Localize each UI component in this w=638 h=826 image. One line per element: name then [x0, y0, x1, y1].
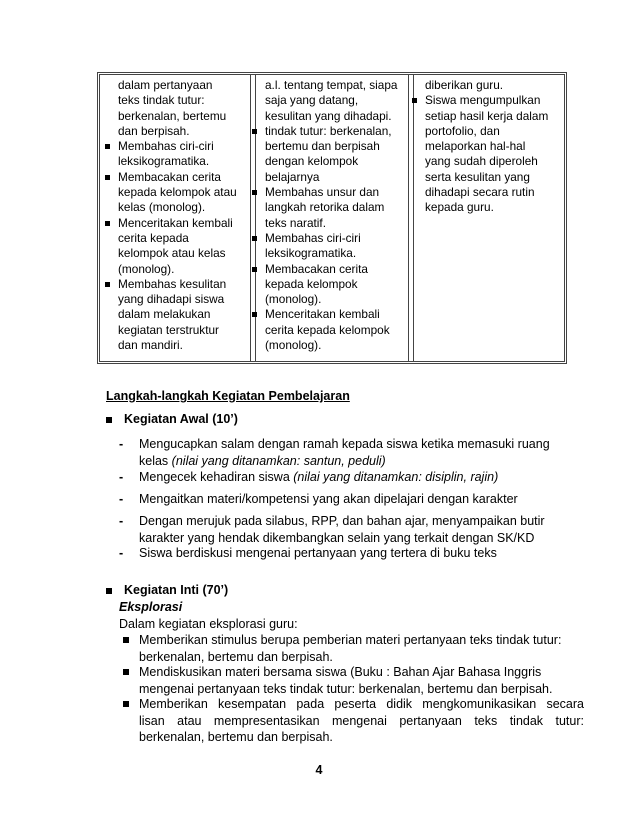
square-bullet-icon	[123, 637, 129, 643]
table-text-line: kepada guru.	[425, 200, 494, 215]
dash-bullet-icon: -	[119, 514, 124, 528]
table-text-line: (monolog).	[265, 338, 322, 353]
table-text-line: saja yang datang,	[265, 93, 359, 108]
table-text-line: kelas (monolog).	[118, 200, 206, 215]
list-item-text: Memberikan kesempatan pada peserta didik mengkomunikasikan secara	[139, 697, 584, 711]
dash-bullet-icon: -	[119, 470, 124, 484]
table-text-line: cerita kepada kelompok	[265, 322, 390, 337]
table-text-line: dan berpisah.	[118, 123, 190, 138]
table-bullet-line: Menceritakan kembali	[118, 216, 237, 231]
table-bullet-line: Membahas ciri-ciri	[118, 139, 237, 154]
column-divider	[408, 75, 414, 361]
table-text-line: bertemu dan berpisah	[265, 139, 380, 154]
table-column-1	[118, 78, 237, 353]
square-bullet-icon	[123, 669, 129, 675]
eksplorasi-intro: Dalam kegiatan eksplorasi guru:	[119, 617, 298, 631]
table-text-line: belajarnya	[265, 169, 320, 184]
table-text-line: kesulitan yang dihadapi.	[265, 108, 392, 123]
table-bullet-line: Membacakan cerita	[265, 262, 397, 277]
list-item-text: Mengecek kehadiran siswa	[139, 470, 290, 484]
list-item-text: Mengucapkan salam dengan ramah kepada siswa ketika memasuki ruang	[139, 437, 550, 451]
table-bullet-line: Membahas ciri-ciri	[265, 231, 397, 246]
table-text-line: teks tindak tutur:	[118, 93, 205, 108]
table-text-line: leksikogramatika.	[118, 154, 210, 169]
list-item-text: Mengaitkan materi/kompetensi yang akan dipelajari dengan karakter	[139, 492, 518, 506]
table-text-line: berkenalan, bertemu	[118, 108, 227, 123]
section-heading: Langkah-langkah Kegiatan Pembelajaran	[106, 389, 350, 403]
dash-bullet-icon: -	[119, 546, 124, 560]
table-text-line: langkah retorika dalam	[265, 200, 385, 215]
table-text-line: kelompok atau kelas	[118, 246, 226, 261]
list-item-note: (nilai yang ditanamkan: santun, peduli)	[171, 453, 386, 468]
table-text-line: serta kesulitan yang	[425, 169, 530, 184]
table-text-line: a.l. tentang tempat, siapa	[265, 78, 398, 92]
list-item-text: mengenai pertanyaan teks tindak tutur: berkenalan, bertemu dan berpisah.	[139, 681, 553, 696]
table-text-line: cerita kepada	[118, 230, 189, 245]
table-text-line: teks naratif.	[265, 215, 326, 230]
table-column-3	[425, 78, 548, 216]
square-bullet-icon	[106, 588, 112, 594]
list-item-text: Mendiskusikan materi bersama siswa (Buku : Bahan Ajar Bahasa Inggris	[139, 665, 542, 679]
activity-table	[97, 72, 567, 364]
list-item-text: Dengan merujuk pada silabus, RPP, dan bahan ajar, menyampaikan butir	[139, 514, 545, 528]
table-text-line: dalam melakukan	[118, 307, 211, 322]
dash-bullet-icon: -	[119, 437, 124, 451]
table-text-line: (monolog).	[265, 292, 322, 307]
kegiatan-inti-title: Kegiatan Inti (70’)	[124, 583, 229, 597]
table-text-line: (monolog).	[118, 261, 175, 276]
table-text-line: setiap hasil kerja dalam	[425, 108, 549, 123]
table-text-line: dengan kelompok	[265, 154, 359, 169]
table-bullet-line: Siswa mengumpulkan	[425, 93, 548, 108]
table-text-line: dan mandiri.	[118, 338, 183, 353]
list-item-text: karakter yang hendak dikembangkan selain yang terkait dengan SK/KD	[139, 530, 535, 545]
eksplorasi-subtitle: Eksplorasi	[119, 600, 183, 614]
table-text-line: kepada kelompok atau	[118, 185, 237, 200]
list-item-text: lisan atau mempresentasikan mengenai pertanyaan teks tindak tutur:	[139, 713, 584, 728]
table-text-line: yang sudah diperoleh	[425, 154, 538, 169]
table-text-line: melaporkan hal-hal	[425, 139, 526, 154]
table-bullet-line: Membahas unsur dan	[265, 185, 397, 200]
kegiatan-awal-title: Kegiatan Awal (10’)	[124, 412, 238, 426]
table-text-line: kepada kelompok	[265, 276, 358, 291]
list-item-text: kelas	[139, 453, 169, 468]
table-bullet-line: Menceritakan kembali	[265, 307, 397, 322]
square-bullet-icon	[123, 701, 129, 707]
list-item-text: berkenalan, bertemu dan berpisah.	[139, 730, 333, 744]
column-divider	[250, 75, 256, 361]
list-item-note: (nilai yang ditanamkan: disiplin, rajin)	[293, 470, 499, 484]
list-item-text: Siswa berdiskusi mengenai pertanyaan yang tertera di buku teks	[139, 546, 497, 560]
table-bullet-line: Membacakan cerita	[118, 170, 237, 185]
dash-bullet-icon: -	[119, 492, 124, 506]
list-item-text: berkenalan, bertemu dan berpisah.	[139, 649, 333, 664]
table-column-2	[265, 78, 397, 353]
table-text-line: yang dihadapi siswa	[118, 292, 225, 307]
table-text-line: dihadapi secara rutin	[425, 185, 535, 200]
table-text-line: dalam pertanyaan	[118, 78, 213, 92]
table-bullet-line: Membahas kesulitan	[118, 277, 237, 292]
table-text-line: diberikan guru.	[425, 78, 504, 92]
square-bullet-icon	[106, 417, 112, 423]
table-text-line: portofolio, dan	[425, 123, 500, 138]
table-text-line: kegiatan terstruktur	[118, 322, 219, 337]
page-number: 4	[315, 763, 323, 777]
table-text-line: leksikogramatika.	[265, 246, 357, 261]
table-bullet-line: tindak tutur: berkenalan,	[265, 124, 397, 139]
list-item-text: Memberikan stimulus berupa pemberian materi pertanyaan teks tindak tutur:	[139, 633, 562, 647]
